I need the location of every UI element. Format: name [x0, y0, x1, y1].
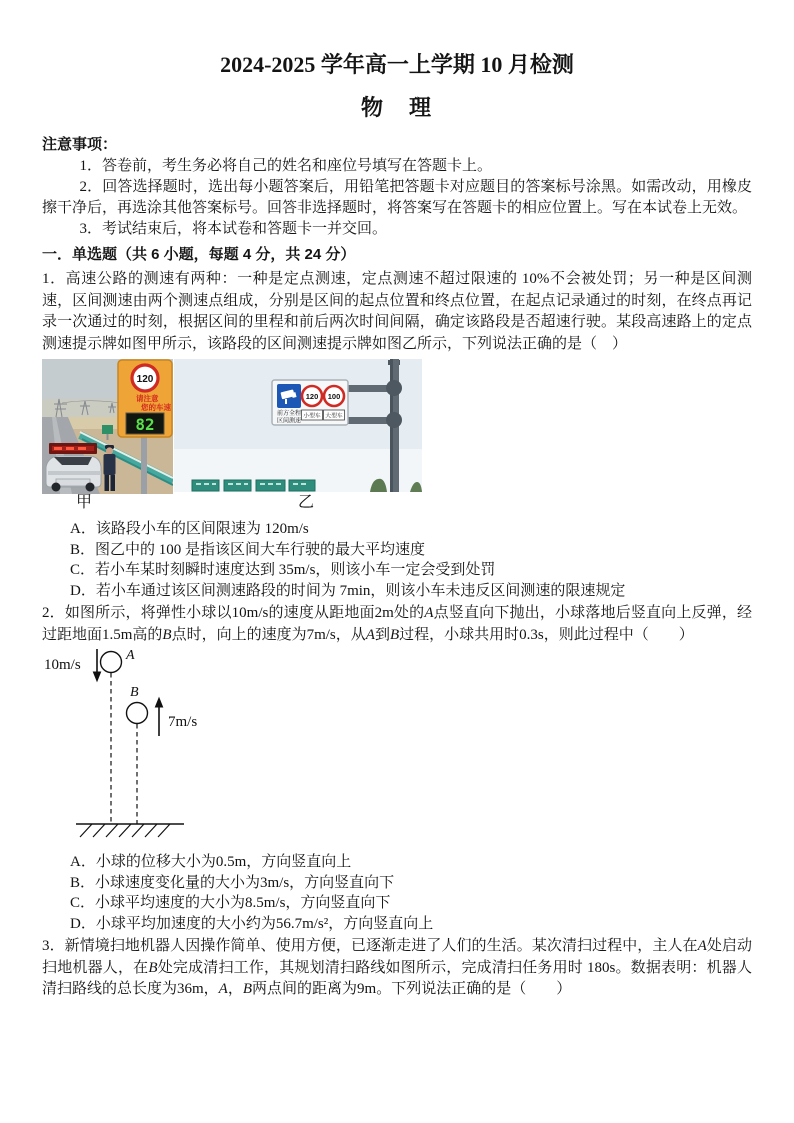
q2-option-b: B．小球速度变化量的大小为3m/s，方向竖直向下	[70, 874, 395, 891]
torso	[104, 454, 116, 475]
figure-label-yi: 乙	[298, 494, 315, 511]
sign-arm-bottom	[344, 417, 392, 424]
notice-block	[42, 134, 752, 240]
figure-label-jia: 甲	[76, 494, 93, 511]
subject-title: 物 理	[360, 95, 433, 120]
exam-title: 2024-2025 学年高一上学期 10 月检测	[220, 52, 574, 77]
question-1-options	[42, 519, 752, 601]
velocity-b-label: 7m/s	[168, 714, 198, 730]
q2-option-d: D．小球平均加速度的大小约为56.7m/s²，方向竖直向上	[70, 915, 434, 932]
question-2-stem: 2．如图所示，将弹性小球以10m/s的速度从距地面2m处的A点竖直向下抛出，小球落地后竖直向上反弹，经过距地面1.5m高的B点时，向上的速度为7m/s，从A到B过程，小球共用时0.3s，则此过程中（ ）	[42, 605, 752, 643]
speed-display-scene	[42, 359, 173, 494]
ball-a	[101, 652, 122, 673]
sign-pole	[141, 435, 147, 494]
interval-text-line2: 区间测速	[276, 418, 302, 425]
q2-option-c: C．小球平均速度的大小为8.5m/s，方向竖直向下	[70, 895, 391, 911]
wheel	[52, 483, 61, 492]
question-3-stem: 3．新情境扫地机器人因操作简单、使用方便，已逐渐走进了人们的生活。某次清扫过程中，主人在A处启动扫地机器人，在B处完成清扫工作，其规划清扫路线如图所示，完成清扫任务用时 180s。数据表明：机器人清扫路线的总长度为36m，A，B两点间的距离为9m。下列说法正确的是（ ）	[42, 938, 752, 997]
down-arrow	[93, 649, 100, 681]
limit-small-value: 120	[305, 392, 319, 401]
q1-option-a: A．该路段小车的区间限速为 120m/s	[70, 521, 309, 537]
speed-display-value: 82	[135, 415, 155, 434]
bouncing-ball-diagram	[42, 648, 212, 842]
distant-green-sign	[102, 425, 113, 434]
q2-option-a: A．小球的位移大小为0.5m，方向竖直向上	[70, 854, 352, 870]
question-1-figures	[42, 359, 752, 517]
figure-yi-photo	[174, 359, 422, 492]
large-car-label: 大型车	[325, 413, 343, 420]
point-b-label: B	[130, 685, 139, 700]
velocity-a-label: 10m/s	[44, 657, 81, 673]
small-car-label: 小型车	[303, 413, 321, 420]
wheel	[86, 483, 95, 492]
limit-value: 120	[136, 374, 154, 385]
head	[106, 447, 113, 454]
limit-large-value: 100	[327, 392, 341, 401]
question-2-diagram	[42, 648, 752, 844]
notice-heading: 注意事项：	[42, 137, 118, 153]
q1-option-b: B．图乙中的 100 是指该区间大车行驶的最大平均速度	[70, 541, 426, 558]
sign-arm-top	[344, 385, 392, 392]
q1-option-c: C．若小车某时刻瞬时速度达到 35m/s，则该小车一定会受到处罚	[70, 562, 496, 578]
interval-sign-board	[272, 380, 348, 425]
up-arrow	[155, 698, 162, 736]
police-car	[46, 443, 101, 492]
interval-sign-scene	[174, 359, 422, 492]
interval-text-line1: 前方全程	[276, 411, 302, 417]
notice-item-2: 2．回答选择题时，选出每小题答案后，用铅笔把答题卡对应题目的答案标号涂黑。如需改动，用橡皮擦干净后，再选涂其他答案标号。回答非选择题时，将答案写在答题卡的相应位置上。写在本试卷上无效。	[42, 179, 752, 216]
ball-b	[127, 703, 148, 724]
license-plate	[56, 479, 90, 486]
notice-item-1: 1．答卷前，考生务必将自己的姓名和座位号填写在答题卡上。	[79, 158, 493, 174]
speed-sign	[118, 360, 172, 437]
notice-item-3: 3．考试结束后，将本试卷和答题卡一并交回。	[79, 221, 388, 237]
figure-jia-photo	[42, 359, 173, 494]
sign-text-line1: 请注意	[136, 394, 159, 403]
question-2-options	[42, 852, 752, 934]
section-heading: 一．单选题（共 6 小题，每题 4 分，共 24 分）	[42, 246, 356, 263]
question-1-stem: 1．高速公路的测速有两种：一种是定点测速，定点测速不超过限速的 10%不会被处罚；另一种是区间测速，区间测速由两个测速点组成，分别是区间的起点位置和终点位置，在起点记录通过的时刻，在终点再记录一次通过的时刻，根据区间的里程和前后两次时间间隔，确定该路段是否超速行驶。某段高速路上的定点测速提示牌如图甲所示，该路段的区间测速提示牌如图乙所示，下列说法正确的是（ ）	[42, 271, 752, 352]
point-a-label: A	[126, 648, 135, 663]
ground	[76, 824, 184, 837]
q1-option-d: D．若小车通过该区间测速路段的时间为 7min，则该小车未违反区间测速的限速规定	[70, 582, 626, 599]
sign-text-line2: 您的车速	[141, 403, 171, 412]
